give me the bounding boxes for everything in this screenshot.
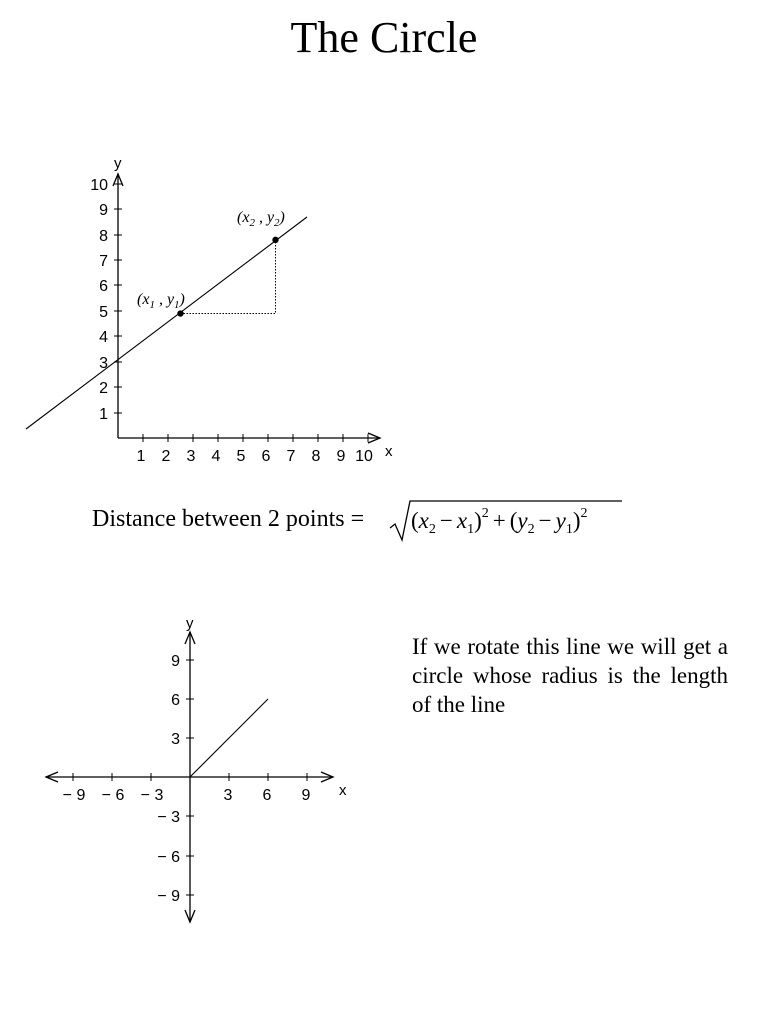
graph1-x-tick-label: 3 (186, 448, 196, 465)
formula-y1: y (555, 508, 566, 533)
graph2-y-tick-label: − 9 (157, 888, 180, 905)
graph2-x-pos-ticks (224, 773, 311, 804)
graph1-y-tick-label: 2 (99, 380, 108, 397)
point-2-x-sub: 2 (249, 217, 255, 229)
graph2-y-tick-neg6 (157, 849, 194, 866)
graph2-y-tick-label: − 3 (157, 809, 180, 826)
graph1-y-tick-label: 7 (99, 253, 108, 270)
point-1-marker (177, 310, 183, 316)
formula-exp-2: 2 (580, 506, 588, 521)
graph1-y-tick-label: 3 (99, 355, 108, 372)
graph-2 (46, 615, 347, 922)
graph2-radius-segment (190, 699, 268, 777)
graph2-x-tick-9 (302, 773, 311, 804)
point-1-y: y (166, 291, 175, 308)
point-1-y-sub: 1 (174, 299, 180, 311)
formula-minus-2: − (538, 508, 552, 533)
formula-minus-1: − (439, 508, 453, 533)
graph2-y-tick-neg3 (157, 809, 194, 826)
graph2-y-tick-label: 3 (171, 731, 180, 748)
graph2-x-tick-neg6 (102, 773, 125, 804)
graph2-x-tick-neg3 (141, 773, 164, 804)
formula-exp-1: 2 (481, 506, 489, 521)
point-1-label: ($x_1$ , $y_1$) (137, 291, 185, 311)
point-1-x: x (142, 291, 150, 308)
graph2-x-tick-label: 3 (223, 787, 233, 804)
distance-formula-radical (390, 501, 622, 540)
graph1-x-tick-label: 4 (211, 448, 221, 465)
formula-x1-sub: 1 (467, 522, 475, 537)
formula-x2-sub: 2 (428, 522, 436, 537)
graph2-x-tick-label: − 9 (62, 787, 86, 804)
graph2-x-tick-label: 6 (262, 787, 272, 804)
graph1-y-axis-label: y (114, 155, 122, 172)
graph1-x-tick-label: 10 (355, 448, 373, 465)
graph1-y-tick-label: 9 (99, 202, 108, 219)
graph1-line (26, 217, 307, 429)
formula-x1: x (456, 508, 468, 533)
graph2-y-neg-ticks (157, 809, 194, 905)
graph2-x-tick-3 (224, 773, 233, 804)
point-2-y-sub: 2 (274, 217, 280, 229)
graph1-y-tick-10 (90, 177, 122, 194)
point-2-x: x (242, 209, 250, 226)
graph1-x-tick-label: 7 (286, 448, 296, 465)
graph2-x-neg-ticks (63, 773, 164, 804)
graph1-x-tick-label: 9 (336, 448, 346, 465)
graph2-y-axis-label: y (186, 615, 194, 632)
graph1-y-tick-label: 5 (99, 304, 108, 321)
graph1-x-axis-label: x (385, 443, 393, 460)
graph1-x-tick-label: 1 (136, 448, 146, 465)
formula-plus: + (492, 508, 506, 533)
graph1-x-tick-label: 6 (261, 448, 271, 465)
formula-y2-sub: 2 (527, 522, 535, 537)
graph1-x-tick-label: 8 (311, 448, 321, 465)
graph2-y-tick-label: − 6 (157, 849, 180, 866)
graph2-x-tick-6 (263, 773, 272, 804)
distance-formula-expression: $(x_2 - x_1)^2 + (y_2 - y_1)^2$ (411, 506, 588, 537)
graph1-y-tick-label: 10 (90, 177, 108, 194)
point-2-label: ($x_2$ , $y_2$) (237, 209, 285, 229)
point-2-y: y (266, 209, 275, 226)
graph2-x-tick-label: − 6 (101, 787, 125, 804)
graph1-y-ticks (90, 177, 122, 423)
page-title: The Circle (290, 13, 478, 62)
graph1-x-tick-label: 2 (161, 448, 171, 465)
explanation-text: If we rotate this line we will get a circle whose radius is the length of the line (412, 634, 728, 717)
graph-1 (26, 155, 393, 465)
graph2-y-tick-label: 6 (171, 692, 180, 709)
point-1-x-sub: 1 (149, 299, 155, 311)
graph2-y-tick-neg9 (157, 888, 194, 905)
graph2-x-tick-neg9 (63, 773, 86, 804)
point-2-marker (272, 237, 278, 243)
distance-formula-label: Distance between 2 points = (92, 506, 365, 532)
formula-y1-sub: 1 (565, 522, 573, 537)
graph2-x-axis-label: x (339, 782, 347, 799)
graph2-x-tick-label: 9 (301, 787, 311, 804)
graph2-y-tick-label: 9 (171, 653, 180, 670)
graph1-y-tick-label: 4 (99, 329, 108, 346)
graph1-y-tick-label: 8 (99, 228, 108, 245)
graph1-y-tick-label: 6 (99, 278, 108, 295)
formula-y2: y (517, 508, 528, 533)
graph1-x-tick-label: 5 (236, 448, 246, 465)
graph2-x-tick-label: − 3 (140, 787, 164, 804)
graph1-y-tick-label: 1 (99, 406, 108, 423)
formula-x2: x (418, 508, 429, 533)
